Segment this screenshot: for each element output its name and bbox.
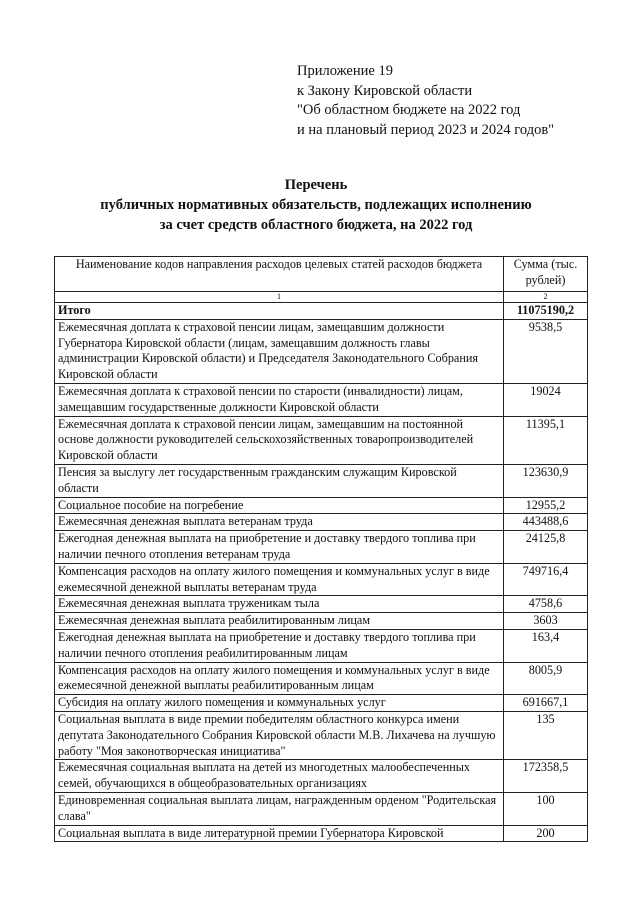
table-row (55, 514, 588, 531)
row-value: 8005,9 (504, 662, 588, 695)
row-value: 163,4 (504, 629, 588, 662)
row-name: Ежегодная денежная выплата на приобретение и доставку твердого топлива при наличии печного отопления ветеранам труда (55, 531, 504, 564)
row-name: Пенсия за выслугу лет государственным гражданским служащим Кировской области (55, 464, 504, 497)
column-number-row (55, 292, 588, 303)
row-value: 11395,1 (504, 416, 588, 464)
table-header-row (55, 257, 588, 292)
appendix-line-1: Приложение 19 (297, 63, 393, 79)
row-value: 443488,6 (504, 514, 588, 531)
row-value: 135 (504, 711, 588, 759)
column-number-2: 2 (504, 292, 588, 303)
title-line-1: Перечень (284, 177, 348, 193)
total-row (55, 303, 588, 320)
row-value: 691667,1 (504, 695, 588, 712)
header-sum: Сумма (тыс. рублей) (504, 257, 588, 292)
row-name: Ежемесячная социальная выплата на детей из многодетных малообеспеченных семей, обучающихся в общеобразовательных организациях (55, 760, 504, 793)
row-name: Ежемесячная денежная выплата реабилитированным лицам (55, 613, 504, 630)
row-value: 19024 (504, 383, 588, 416)
row-name: Единовременная социальная выплата лицам, награжденным орденом "Родительская слава" (55, 792, 504, 825)
row-value: 12955,2 (504, 497, 588, 514)
row-value: 100 (504, 792, 588, 825)
table-row (55, 319, 588, 383)
table-row (55, 464, 588, 497)
table-row (55, 695, 588, 712)
row-name: Социальная выплата в виде премии победителям областного конкурса имени депутата Законодательного Собрания Кировской области М.В. Лихачева на лучшую работу "Моя законотворческая инициатива" (55, 711, 504, 759)
row-name: Социальная выплата в виде литературной премии Губернатора Кировской (55, 825, 504, 842)
table-row (55, 613, 588, 630)
row-name: Ежемесячная доплата к страховой пенсии по старости (инвалидности) лицам, замещавшим государственные должности Кировской области (55, 383, 504, 416)
appendix-note (297, 62, 554, 140)
table-row (55, 531, 588, 564)
appendix-line-2: к Закону Кировской области (297, 82, 473, 99)
obligations-table (54, 256, 588, 842)
table-row (55, 383, 588, 416)
row-name: Социальное пособие на погребение (55, 497, 504, 514)
table-row (55, 563, 588, 596)
appendix-line-3: "Об областном бюджете на 2022 год (297, 102, 521, 118)
row-value: 749716,4 (504, 563, 588, 596)
total-label: Итого (55, 303, 504, 320)
column-number-1: 1 (55, 292, 504, 303)
appendix-line-4: и на плановый период 2023 и 2024 годов" (297, 121, 555, 138)
row-name: Ежегодная денежная выплата на приобретение и доставку твердого топлива при наличии печного отопления реабилитированным лицам (55, 629, 504, 662)
header-name: Наименование кодов направления расходов целевых статей расходов бюджета (55, 257, 504, 292)
row-name: Компенсация расходов на оплату жилого помещения и коммунальных услуг в виде ежемесячной денежной выплаты реабилитированным лицам (55, 662, 504, 695)
table-row (55, 792, 588, 825)
row-value: 4758,6 (504, 596, 588, 613)
document-title (0, 175, 632, 235)
table-row (55, 760, 588, 793)
row-name: Ежемесячная денежная выплата ветеранам труда (55, 514, 504, 531)
table-row (55, 825, 588, 842)
table-row (55, 416, 588, 464)
row-value: 3603 (504, 613, 588, 630)
row-name: Ежемесячная доплата к страховой пенсии лицам, замещавшим на постоянной основе должности руководителей сельскохозяйственных товаропроизводителей Кировской области (55, 416, 504, 464)
row-value: 200 (504, 825, 588, 842)
title-line-2: публичных нормативных обязательств, подлежащих исполнению (100, 197, 532, 213)
table-row (55, 497, 588, 514)
table-row (55, 596, 588, 613)
row-name: Субсидия на оплату жилого помещения и коммунальных услуг (55, 695, 504, 712)
table-row (55, 711, 588, 759)
row-name: Компенсация расходов на оплату жилого помещения и коммунальных услуг в виде ежемесячной денежной выплаты ветеранам труда (55, 563, 504, 596)
row-value: 9538,5 (504, 319, 588, 383)
title-line-3: за счет средств областного бюджета, на 2022 год (159, 217, 473, 233)
row-value: 24125,8 (504, 531, 588, 564)
table-row (55, 629, 588, 662)
row-name: Ежемесячная доплата к страховой пенсии лицам, замещавшим должности Губернатора Кировской области (лицам, замещавшим должность главы администрации Кировской области) и Председателя Законодательного Собрания Кировской области (55, 319, 504, 383)
row-value: 123630,9 (504, 464, 588, 497)
total-value: 11075190,2 (504, 303, 588, 320)
row-name: Ежемесячная денежная выплата труженикам тыла (55, 596, 504, 613)
table-row (55, 662, 588, 695)
row-value: 172358,5 (504, 760, 588, 793)
